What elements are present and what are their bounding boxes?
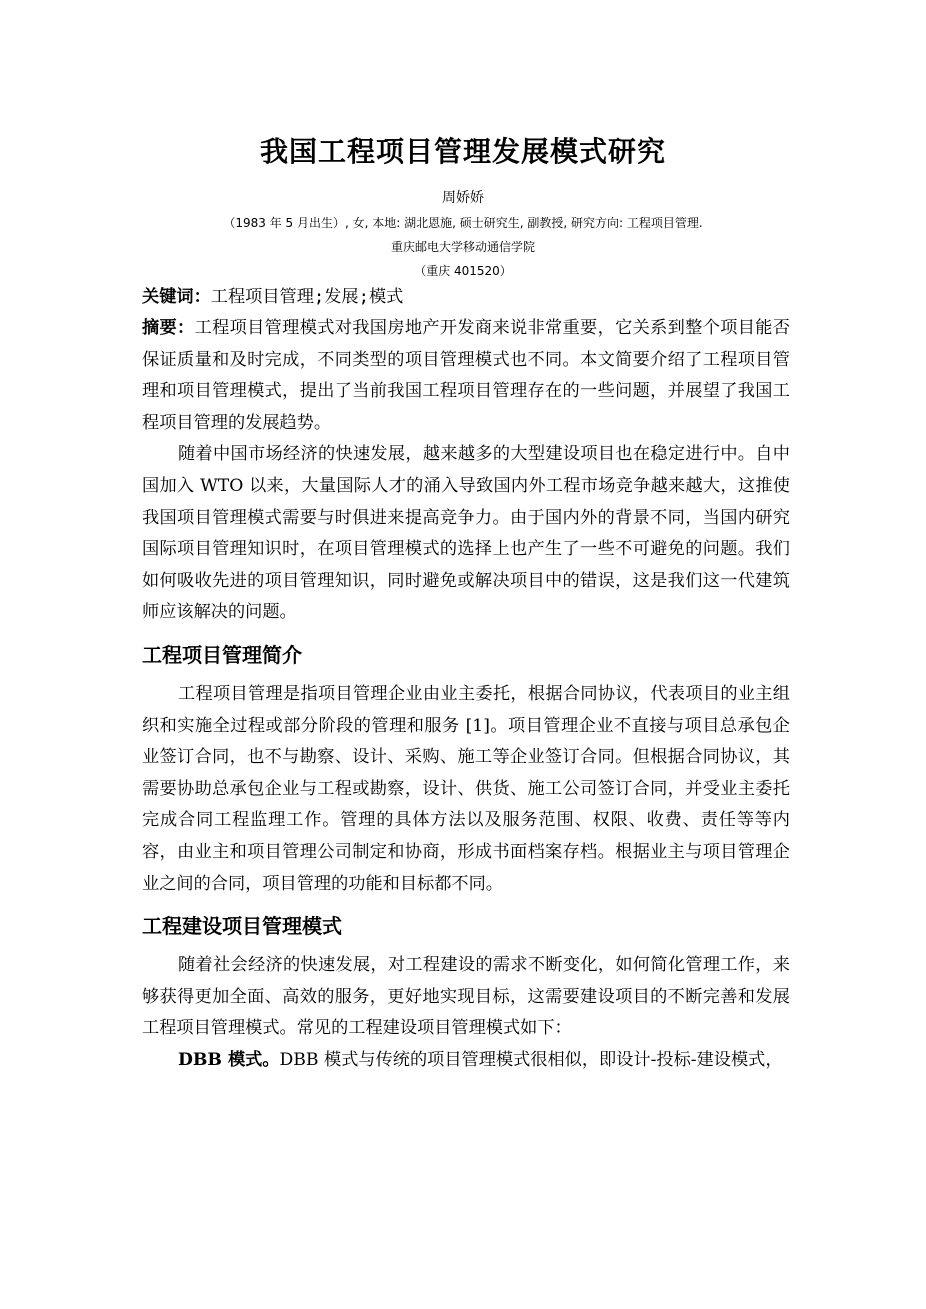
author-name: 周娇娇: [442, 190, 484, 206]
affiliation: 重庆邮电大学移动通信学院: [390, 240, 535, 254]
section-heading-intro: 工程项目管理简介: [142, 642, 302, 667]
paper-title: 我国工程项目管理发展模式研究: [259, 135, 666, 168]
author-info: （1983 年 5 月出生）, 女, 本地: 湖北恩施, 硕士研究生, 副教授, 研究方向: 工程项目管理.: [223, 216, 703, 230]
keywords-line: [142, 284, 790, 313]
dbb-label: DBB 模式。: [178, 1049, 280, 1070]
address: （重庆 401520）: [414, 264, 512, 278]
paper-body: [142, 284, 790, 1076]
section-heading-modes: 工程建设项目管理模式: [142, 914, 342, 939]
intro-paragraph: 随着中国市场经济的快速发展，越来越多的大型建设项目也在稳定进行中。自中国加入 WTO 以来，大量国际人才的涌入导致国内外工程市场竞争越来越大，这推使我国项目管理模式需要与时俱进来提高竞争力。由于国内外的背景不同，当国内研究国际项目管理知识时，在项目管理模式的选择上也产生了一些不可避免的问题。我们如何吸收先进的项目管理知识，同时避免或解决项目中的错误，这是我们这一代建筑师应该解决的问题。: [142, 444, 790, 623]
dbb-paragraph: [142, 1045, 790, 1077]
abstract: [142, 313, 790, 439]
keywords-label: 关键词：: [142, 287, 211, 307]
keywords-value: 工程项目管理;发展;模式: [210, 287, 404, 307]
abstract-text: 工程项目管理模式对我国房地产开发商来说非常重要，它关系到整个项目能否保证质量和及时完成，不同类型的项目管理模式也不同。本文简要介绍了工程项目管理和项目管理模式，提出了当前我国工程项目管理存在的一些问题，并展望了我国工程项目管理的发展趋势。: [142, 318, 790, 433]
abstract-label: 摘要：: [142, 318, 195, 338]
section1-paragraph: 工程项目管理是指项目管理企业由业主委托，根据合同协议，代表项目的业主组织和实施全过程或部分阶段的管理和服务 [1]。项目管理企业不直接与项目总承包企业签订合同，也不与勘察、设计、采购、施工等企业签订合同。但根据合同协议，其需要协助总承包企业与工程或勘察，设计、供货、施工公司签订合同，并受业主委托完成合同工程监理工作。管理的具体方法以及服务范围、权限、收费、责任等等内容，由业主和项目管理公司制定和协商，形成书面档案存档。根据业主与项目管理企业之间的合同，项目管理的功能和目标都不同。: [142, 683, 790, 894]
section2-paragraph: 随着社会经济的快速发展，对工程建设的需求不断变化，如何简化管理工作，来够获得更加全面、高效的服务，更好地实现目标，这需要建设项目的不断完善和发展工程项目管理模式。常见的工程建设项目管理模式如下：: [142, 955, 790, 1039]
dbb-text: DBB 模式与传统的项目管理模式很相似，即设计-投标-建设模式，: [279, 1049, 783, 1070]
